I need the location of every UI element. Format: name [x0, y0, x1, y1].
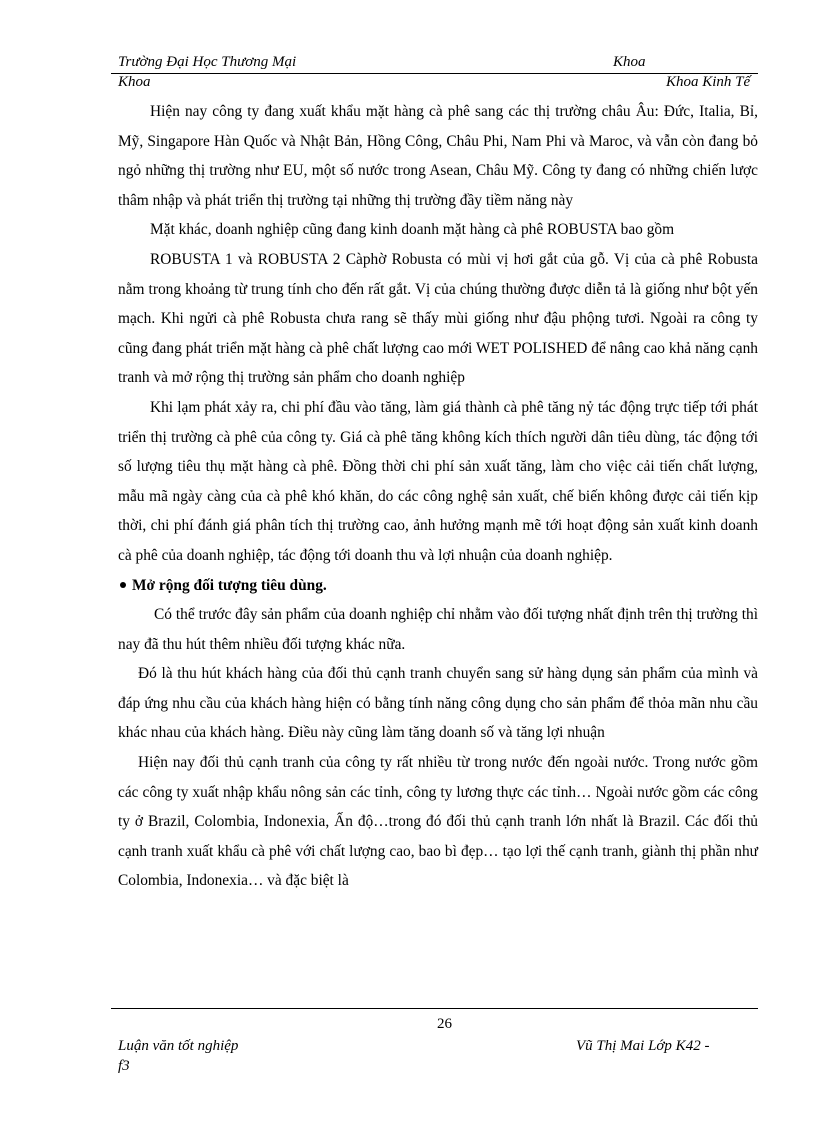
header-department: Khoa Kinh Tế — [666, 74, 751, 90]
footer-rule — [111, 1008, 758, 1009]
paragraph-robusta-intro: Mặt khác, doanh nghiệp cũng đang kinh doanh mặt hàng cà phê ROBUSTA bao gồm — [150, 221, 675, 239]
paragraph-competitors: Hiện nay đối thủ cạnh tranh của công ty rất nhiều từ trong nước đến ngoài nước. Trong nước gồm các công ty xuất nhập khẩu nông sản các tỉnh, công ty lương thực các tỉnh… Ngoài nước gồm các công ty ở Brazil, Colombia, Indonexia, Ấn độ…trong đó đối thủ cạnh tranh lớn nhất là Brazil. Các đối thủ cạnh tranh xuất khẩu cà phê với chất lượng cao, bao bì đẹp… tạo lợi thế cạnh tranh, giành thị phần như Colombia, Indonexia… và đặc biệt là — [118, 754, 758, 890]
page-number: 26 — [437, 1016, 452, 1032]
paragraph-new-customers: Có thể trước đây sản phẩm của doanh nghiệp chỉ nhằm vào đối tượng nhất định trên thị trường thì nay đã thu hút thêm nhiều đối tượng khác nữa. — [118, 606, 758, 653]
header-rule — [111, 73, 758, 74]
bullet-heading — [118, 571, 758, 601]
document-body — [118, 97, 758, 896]
footer-author-class: Vũ Thị Mai Lớp K42 - — [576, 1038, 710, 1054]
paragraph-robusta-description: ROBUSTA 1 và ROBUSTA 2 Càphờ Robusta có mùi vị hơi gắt của gỗ. Vị của cà phê Robusta nằm trong khoảng từ trung tính cho đến rất gắt. Vị của chúng thường được diễn tả là giống như bột yến mạch. Khi ngửi cà phê Robusta chưa rang sẽ thấy mùi giống như đậu phộng tươi. Ngoài ra công ty cũng đang phát triển mặt hàng cà phê chất lượng cao mới WET POLISHED để nâng cao khả năng cạnh tranh và mở rộng thị trường sản phẩm cho doanh nghiệp — [118, 250, 758, 387]
footer-thesis-label: Luận văn tốt nghiệp — [118, 1038, 239, 1054]
paragraph-export-markets: Hiện nay công ty đang xuất khẩu mặt hàng cà phê sang các thị trường châu Âu: Đức, Italia, Bỉ, Mỹ, Singapore Hàn Quốc và Nhật Bản, Hồng Công, Châu Phi, Nam Phi và Maroc, và vẫn còn đang bỏ ngỏ những thị trường như EU, một số nước trong Asean, Châu Mỹ. Công ty đang có những chiến lược thâm nhập và phát triển thị trường tại những thị trường đầy tiềm năng này — [118, 103, 758, 209]
bullet-icon — [120, 582, 126, 588]
header-faculty-label-second: Khoa — [118, 74, 151, 90]
bullet-heading-text: Mở rộng đối tượng tiêu dùng. — [132, 576, 327, 594]
paragraph-inflation-impact: Khi lạm phát xảy ra, chi phí đầu vào tăng, làm giá thành cà phê tăng nỷ tác động trực tiếp tới phát triển thị trường cà phê của công ty. Giá cà phê tăng không kích thích người dân tiêu dùng, tác động tới số lượng tiêu thụ mặt hàng cà phê. Đồng thời chi phí sản xuất tăng, làm cho việc cải tiến chất lượng, mẫu mã ngày càng của cà phê khó khăn, do các công nghệ sản xuất, chế biến không được cải tiến kịp thời, chi phí đánh giá phân tích thị trường cao, ảnh hưởng mạnh mẽ tới hoạt động sản xuất kinh doanh cà phê của doanh nghiệp, tác động tới doanh thu và lợi nhuận của doanh nghiệp. — [118, 398, 758, 564]
header-school-name: Trường Đại Học Thương Mại — [118, 54, 297, 70]
footer-class-suffix: f3 — [118, 1058, 130, 1074]
paragraph-competitor-customers: Đó là thu hút khách hàng của đối thủ cạnh tranh chuyển sang sử hàng dụng sản phẩm của mình và đáp ứng nhu cầu của khách hàng hiện có bằng tính năng công dụng cho sản phẩm để thỏa mãn nhu cầu khác nhau của khách hàng. Điều này cũng làm tăng doanh số và tăng lợi nhuận — [118, 665, 758, 742]
header-faculty-label: Khoa — [613, 54, 646, 70]
